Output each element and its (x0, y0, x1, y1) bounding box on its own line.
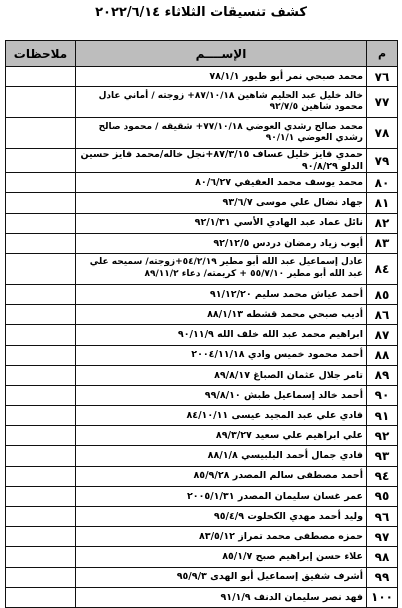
row-name: تامر جلال عثمان الصباغ ٨٩/٨/١٧ (76, 365, 367, 385)
row-name: محمد صالح رشدي العوضي ٧٧/١٠/١٨+ شقيقه / محمود صالح رشدي العوضي ٩٠/١/١ (76, 118, 367, 149)
row-name: جهاد نضال علي موسى ٩٣/٦/٧ (76, 193, 367, 213)
row-notes (6, 149, 76, 173)
table-row (6, 345, 398, 365)
row-notes (6, 567, 76, 587)
row-notes (6, 305, 76, 325)
row-name: علاء حسن إبراهيم صبح ٨٥/١/٧ (76, 547, 367, 567)
table-row (6, 233, 398, 253)
row-number: ٩٣ (367, 446, 398, 466)
table-row (6, 466, 398, 486)
row-number: ٩٤ (367, 466, 398, 486)
row-number: ٩٥ (367, 486, 398, 506)
row-notes (6, 406, 76, 426)
row-name: أشرف شفيق إسماعيل أبو الهدى ٩٥/٩/٣ (76, 567, 367, 587)
row-notes (6, 426, 76, 446)
row-notes (6, 466, 76, 486)
table-row (6, 118, 398, 149)
row-name: أحمد خالد إسماعيل طبش ٩٩/٨/١٠ (76, 385, 367, 405)
row-notes (6, 173, 76, 193)
table-row (6, 87, 398, 118)
table-row (6, 213, 398, 233)
row-notes (6, 547, 76, 567)
row-notes (6, 87, 76, 118)
row-name: عادل إسماعيل عبد الله أبو مطير ٥٤/٢/١٩+زوجته/ سميحه علي عبد الله أبو مطير ٥٥/٧/١٠ + كريمته/ دعاء ٨٩/١١/٢ (76, 253, 367, 284)
table-row (6, 173, 398, 193)
row-name: محمد يوسف محمد العفيفي ٨٠/٦/٢٧ (76, 173, 367, 193)
table-row (6, 67, 398, 87)
header-row (6, 41, 398, 67)
row-notes (6, 284, 76, 304)
table-row (6, 527, 398, 547)
row-name: حمدي فايز خليل عساف ٨٧/٣/١٥+نجل خاله/محمد فايز حسين الدلو ٩٠/٨/٢٩ (76, 149, 367, 173)
row-notes (6, 365, 76, 385)
row-name: أيوب زياد رمضان دردس ٩٢/١٢/٥ (76, 233, 367, 253)
row-number: ٨٧ (367, 325, 398, 345)
table-row (6, 547, 398, 567)
row-name: أحمد محمود خميس وادي ٢٠٠٤/١١/١٨ (76, 345, 367, 365)
row-notes (6, 67, 76, 87)
row-notes (6, 527, 76, 547)
table-row (6, 305, 398, 325)
row-number: ٩٩ (367, 567, 398, 587)
table-row (6, 385, 398, 405)
row-number: ٧٩ (367, 149, 398, 173)
row-number: ٩٧ (367, 527, 398, 547)
row-name: نائل عماد عبد الهادي الأسي ٩٢/١/٣١ (76, 213, 367, 233)
row-name: وليد أحمد مهدي الكحلوت ٩٥/٤/٩ (76, 507, 367, 527)
table-row (6, 253, 398, 284)
row-number: ٧٧ (367, 87, 398, 118)
table-row (6, 426, 398, 446)
table-row (6, 486, 398, 506)
row-name: علي ابراهيم علي سعيد ٨٩/٣/٢٧ (76, 426, 367, 446)
row-number: ٩٠ (367, 385, 398, 405)
row-number: ٩٦ (367, 507, 398, 527)
row-notes (6, 325, 76, 345)
row-number: ٨٦ (367, 305, 398, 325)
table-row (6, 406, 398, 426)
table-row (6, 149, 398, 173)
row-number: ٩٨ (367, 547, 398, 567)
row-number: ٩٢ (367, 426, 398, 446)
row-notes (6, 253, 76, 284)
table-row (6, 567, 398, 587)
row-name: أحمد مصطفى سالم المصدر ٨٥/٩/٢٨ (76, 466, 367, 486)
header-notes: ملاحظات (6, 41, 76, 67)
table-row (6, 507, 398, 527)
row-notes (6, 507, 76, 527)
row-number: ٨٤ (367, 253, 398, 284)
row-number: ٨٩ (367, 365, 398, 385)
row-number: ٩١ (367, 406, 398, 426)
table-row (6, 365, 398, 385)
row-number: ٨٥ (367, 284, 398, 304)
sheet-title: كشف تنسيقات الثلاثاء ٢٠٢٢/٦/١٤ (95, 5, 307, 20)
coordination-table (5, 40, 398, 608)
table-row (6, 325, 398, 345)
row-notes (6, 193, 76, 213)
row-number: ٨٠ (367, 173, 398, 193)
row-name: حمزه مصطفى محمد تمراز ٨٣/٥/١٢ (76, 527, 367, 547)
row-number: ٨٢ (367, 213, 398, 233)
table-row (6, 193, 398, 213)
row-number: ١٠٠ (367, 587, 398, 607)
table-row (6, 446, 398, 466)
row-notes (6, 118, 76, 149)
header-name: الإســــم (76, 41, 367, 67)
row-number: ٧٨ (367, 118, 398, 149)
row-name: محمد صبحي نمر أبو طيور ٧٨/١/١ (76, 67, 367, 87)
table-row (6, 284, 398, 304)
table-body (6, 67, 398, 608)
row-notes (6, 587, 76, 607)
row-number: ٨٨ (367, 345, 398, 365)
row-notes (6, 446, 76, 466)
row-notes (6, 345, 76, 365)
row-number: ٨١ (367, 193, 398, 213)
row-name: عمر غسان سليمان المصدر ٢٠٠٥/١/٣١ (76, 486, 367, 506)
row-name: أحمد عياش محمد سليم ٩١/١٢/٢٠ (76, 284, 367, 304)
row-name: خالد خليل عبد الحليم شاهين ٨٧/١٠/١٨+ زوجته / أماني عادل محمود شاهين ٩٢/٧/٥ (76, 87, 367, 118)
row-name: فهد نصر سليمان الدنف ٩١/١/٩ (76, 587, 367, 607)
row-name: فادي جمال أحمد البلبيسي ٨٨/١/٨ (76, 446, 367, 466)
row-notes (6, 213, 76, 233)
row-name: أديب صبحي محمد قشطه ٨٨/١/١٣ (76, 305, 367, 325)
header-number: م (367, 41, 398, 67)
row-notes (6, 233, 76, 253)
row-notes (6, 385, 76, 405)
row-name: ابراهيم محمد عبد الله خلف الله ٩٠/١١/٩ (76, 325, 367, 345)
row-number: ٨٣ (367, 233, 398, 253)
row-number: ٧٦ (367, 67, 398, 87)
row-notes (6, 486, 76, 506)
table-row (6, 587, 398, 607)
row-name: فادي علي عبد المجيد عيسى ٨٤/١٠/١١ (76, 406, 367, 426)
